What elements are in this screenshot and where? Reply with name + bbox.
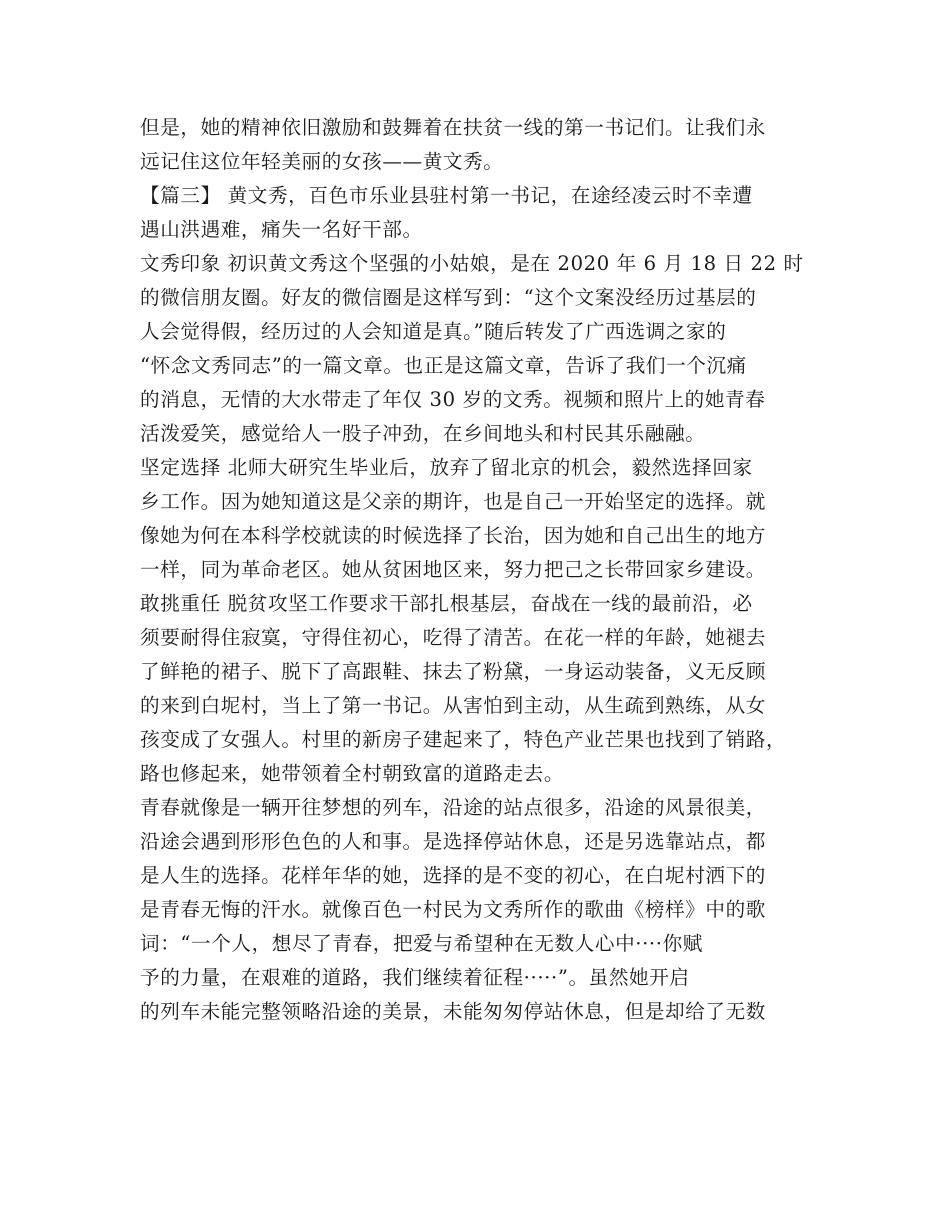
text-line: 词：“一个人，想尽了青春，把爱与希望种在无数人心中····你赋 bbox=[140, 932, 703, 955]
text-line: 的微信朋友圈。好友的微信圈是这样写到：“这个文案没经历过基层的 bbox=[140, 286, 757, 309]
text-line: 遇山洪遇难，痛失一名好干部。 bbox=[140, 218, 423, 241]
text-line: 文秀印象 初识黄文秀这个坚强的小姑娘，是在 2020 年 6 月 18 日 22 时 bbox=[140, 252, 804, 275]
text-line: 青春就像是一辆开往梦想的列车，沿途的站点很多，沿途的风景很美， bbox=[140, 796, 767, 819]
text-line: 远记住这位年轻美丽的女孩——黄文秀。 bbox=[140, 150, 504, 173]
text-line: 予的力量，在艰难的道路，我们继续着征程·····”。虽然她开启 bbox=[140, 966, 690, 989]
text-line: 的列车未能完整领略沿途的美景，未能匆匆停站休息，但是却给了无数 bbox=[140, 1000, 767, 1023]
text-line: 须要耐得住寂寞，守得住初心，吃得了清苦。在花一样的年龄，她褪去 bbox=[140, 626, 767, 649]
section-heading-line: 【篇三】 黄文秀，百色市乐业县驻村第一书记，在途经凌云时不幸遭 bbox=[140, 184, 753, 207]
text-line: 敢挑重任 脱贫攻坚工作要求干部扎根基层，奋战在一线的最前沿，必 bbox=[140, 592, 753, 615]
text-line: 人会觉得假，经历过的人会知道是真。”随后转发了广西选调之家的 bbox=[140, 320, 727, 343]
document-body bbox=[140, 111, 820, 1029]
text-line: 路也修起来，她带领着全村朝致富的道路走去。 bbox=[140, 762, 565, 785]
text-line: 是青春无悔的汗水。就像百色一村民为文秀所作的歌曲《榜样》中的歌 bbox=[140, 898, 767, 921]
text-line: “怀念文秀同志”的一篇文章。也正是这篇文章，告诉了我们一个沉痛 bbox=[140, 354, 747, 377]
text-line: 孩变成了女强人。村里的新房子建起来了，特色产业芒果也找到了销路， bbox=[140, 728, 787, 751]
text-line: 活泼爱笑，感觉给人一股子冲劲，在乡间地头和村民其乐融融。 bbox=[140, 422, 706, 445]
text-line: 的消息，无情的大水带走了年仅 30 岁的文秀。视频和照片上的她青春 bbox=[140, 388, 766, 411]
text-line: 沿途会遇到形形色色的人和事。是选择停站休息，还是另选靠站点，都 bbox=[140, 830, 767, 853]
text-line: 坚定选择 北师大研究生毕业后，放弃了留北京的机会，毅然选择回家 bbox=[140, 456, 753, 479]
text-line: 但是，她的精神依旧激励和鼓舞着在扶贫一线的第一书记们。让我们永 bbox=[140, 116, 767, 139]
text-line: 是人生的选择。花样年华的她，选择的是不变的初心，在白坭村洒下的 bbox=[140, 864, 767, 887]
text-line: 像她为何在本科学校就读的时候选择了长治，因为她和自己出生的地方 bbox=[140, 524, 767, 547]
text-line: 一样，同为革命老区。她从贫困地区来，努力把己之长带回家乡建设。 bbox=[140, 558, 767, 581]
text-line: 的来到白坭村，当上了第一书记。从害怕到主动，从生疏到熟练，从女 bbox=[140, 694, 767, 717]
text-line: 了鲜艳的裙子、脱下了高跟鞋、抹去了粉黛，一身运动装备，义无反顾 bbox=[140, 660, 767, 683]
text-line: 乡工作。因为她知道这是父亲的期许，也是自己一开始坚定的选择。就 bbox=[140, 490, 767, 513]
